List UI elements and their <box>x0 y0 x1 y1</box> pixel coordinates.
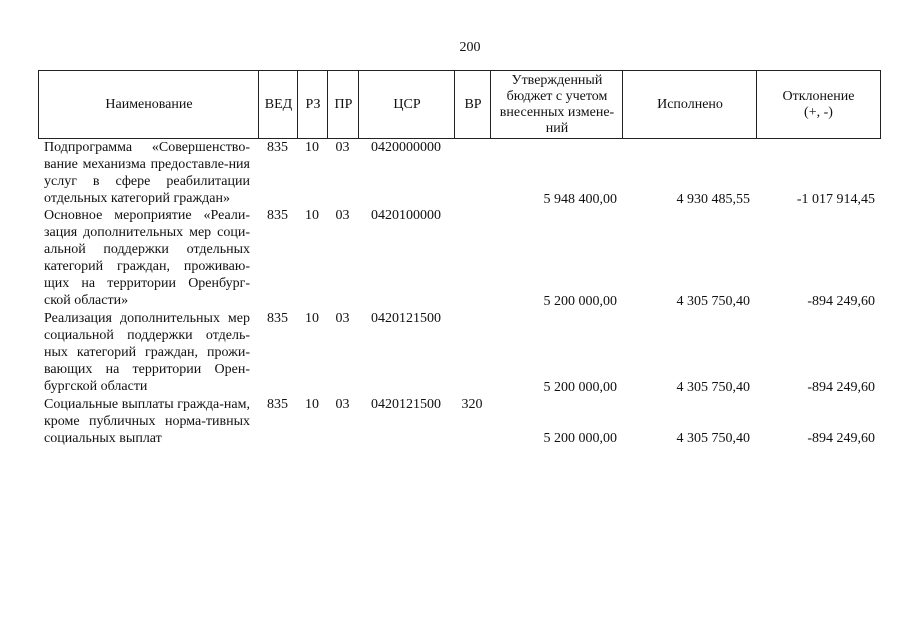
row-ved: 835 <box>267 397 288 412</box>
row-name: Подпрограмма «Совершенство-вание механизма предоставле-ния услуг в сфере реабилитации отдельных категорий граждан» <box>44 140 250 206</box>
row-deviation: -1 017 914,45 <box>796 192 875 207</box>
table-header <box>38 70 881 139</box>
row-name: Социальные выплаты гражда-нам, кроме публичных норма-тивных социальных выплат <box>44 397 250 446</box>
row-executed: 4 930 485,55 <box>676 192 750 207</box>
header-ved: ВЕД <box>264 96 293 112</box>
header-csr: ЦСР <box>393 96 421 112</box>
row-rz: 10 <box>305 208 319 223</box>
row-name: Реализация дополнительных мер социальной поддержки отдель-ных категорий граждан, прожи-вающих на территории Орен-бургской области <box>44 311 250 394</box>
table-row <box>38 310 881 396</box>
row-approved: 5 948 400,00 <box>543 192 617 207</box>
row-executed: 4 305 750,40 <box>676 431 750 446</box>
header-approved: Утвержденный бюджет с учетом внесенных измене-ний <box>499 72 615 136</box>
row-approved: 5 200 000,00 <box>543 380 617 395</box>
row-rz: 10 <box>305 140 319 155</box>
row-pr: 03 <box>335 140 350 155</box>
page-number: 200 <box>459 40 481 55</box>
table-row <box>38 396 881 452</box>
row-csr: 0420121500 <box>371 397 441 412</box>
row-csr: 0420100000 <box>371 208 441 223</box>
header-pr: ПР <box>334 96 353 112</box>
row-pr: 03 <box>335 208 350 223</box>
header-vr: ВР <box>464 96 482 112</box>
row-deviation: -894 249,60 <box>807 294 875 309</box>
row-ved: 835 <box>267 208 288 223</box>
table-row <box>38 207 881 311</box>
table-row <box>38 139 881 211</box>
header-rz: РЗ <box>305 96 321 112</box>
row-deviation: -894 249,60 <box>807 380 875 395</box>
row-csr: 0420121500 <box>371 311 441 326</box>
row-approved: 5 200 000,00 <box>543 431 617 446</box>
row-name: Основное мероприятие «Реали-зация дополнительных мер соци-альной поддержки отдельных категорий граждан, проживаю-щих на территории Оренбург-ской области» <box>44 208 250 308</box>
row-vr: 320 <box>461 397 483 412</box>
row-rz: 10 <box>305 311 319 326</box>
header-deviation: Отклонение (+, -) <box>782 88 855 120</box>
row-csr: 0420000000 <box>371 140 441 155</box>
row-ved: 835 <box>267 140 288 155</box>
row-pr: 03 <box>335 311 350 326</box>
row-executed: 4 305 750,40 <box>676 380 750 395</box>
row-approved: 5 200 000,00 <box>543 294 617 309</box>
row-pr: 03 <box>335 397 350 412</box>
header-executed: Исполнено <box>657 96 723 112</box>
header-name: Наименование <box>105 96 193 112</box>
row-executed: 4 305 750,40 <box>676 294 750 309</box>
row-rz: 10 <box>305 397 319 412</box>
row-ved: 835 <box>267 311 288 326</box>
row-deviation: -894 249,60 <box>807 431 875 446</box>
